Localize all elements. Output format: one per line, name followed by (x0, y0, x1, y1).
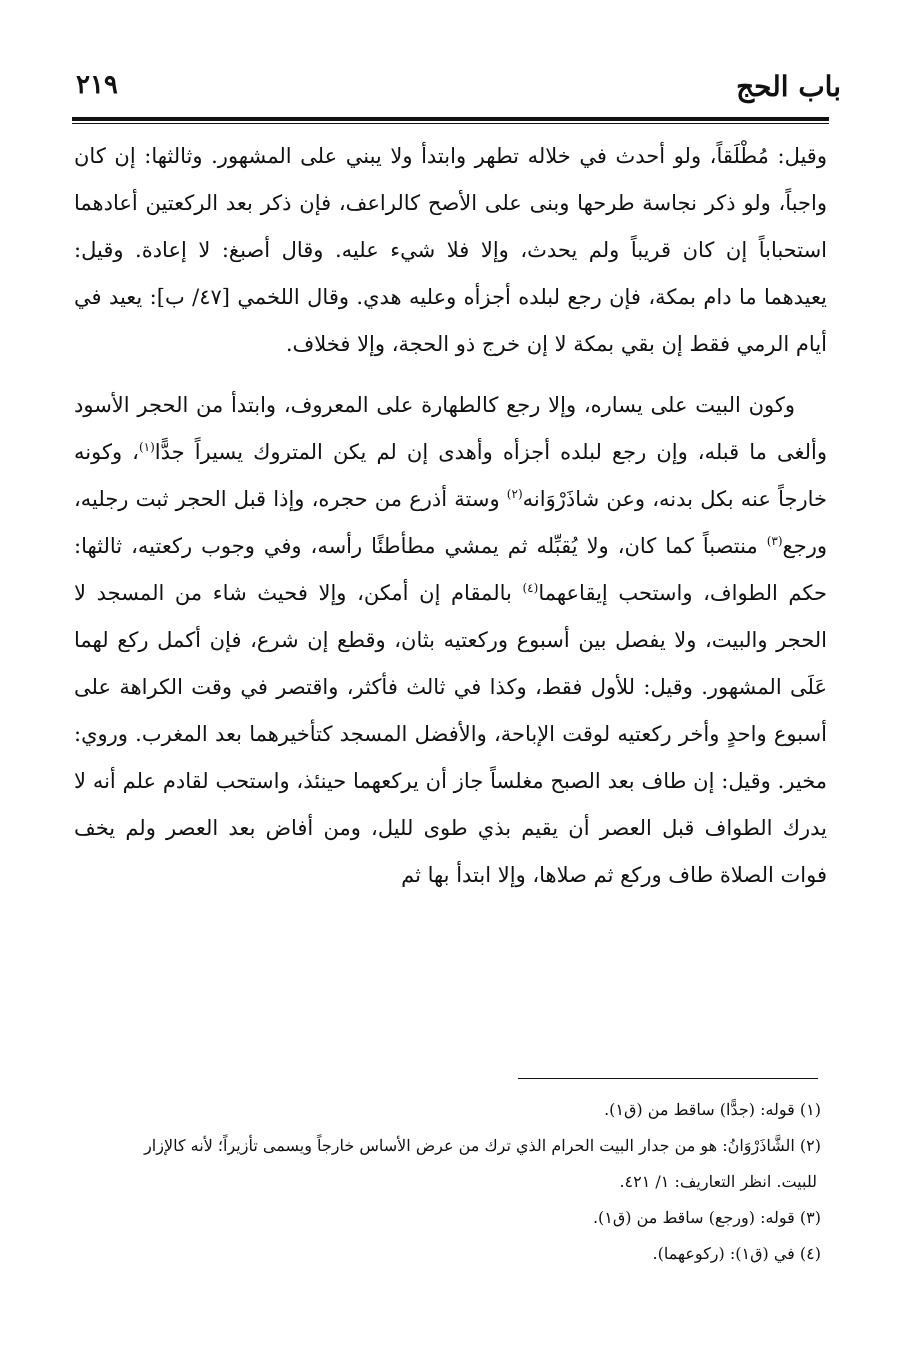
paragraph-2-part-e: بالمقام إن أمكن، وإلا فحيث شاء من المسجد لا الحجر والبيت، ولا يفصل بين أسبوع وركعتيه بثان، وقطع إن شرع، فإن أكمل ركع لهما عَلَى المشهور. وقيل: للأول فقط، وكذا في ثالث فأكثر، واقتصر في وقت الكراهة على أسبوع واحدٍ وأخر ركعتيه لوقت الإباحة، والأفضل المسجد كتأخيرهما بعد المغرب. وروي: مخير. وقيل: إن طاف بعد الصبح مغلساً جاز أن يركعهما حينئذ، واستحب لقادم علم أنه لا يدرك الطواف قبل العصر أن يقيم بذي طوى لليل، ومن أفاض بعد العصر ولم يخف فوات الصلاة طاف وركع ثم صلاها، وإلا ابتدأ بها ثم (74, 581, 827, 887)
running-header (60, 68, 841, 108)
paragraph-2-part-b: ، وكونه خارجاً عنه بكل بدنه، وعن شاذَرْوَانه (74, 440, 827, 511)
footnote-separator (518, 1078, 818, 1079)
footnote-2-continuation: للبيت. انظر التعاريف: ١/ ٤٢١. (619, 1172, 817, 1191)
footnote-marker-3[interactable]: (٣) (766, 534, 783, 548)
footnote-marker-2[interactable]: (٢) (506, 487, 523, 501)
paragraph-2-part-a: وكون البيت على يساره، وإلا رجع كالطهارة على المعروف، وابتدأ من الحجر الأسود وألغى ما قبله، وإن رجع لبلده أجزأه وأهدى إن لم يكن المتروك يسيراً جدًّا (74, 393, 827, 464)
footnote-4: (٤) في (ق١): (ركوعهما). (652, 1244, 821, 1263)
header-rule-thick (72, 117, 829, 121)
footnote-3: (٣) قوله: (ورجع) ساقط من (ق١). (592, 1208, 821, 1227)
page-number: ٢١٩ (76, 70, 118, 100)
footnote-marker-1[interactable]: (١) (138, 440, 155, 454)
paragraph-2-part-d: منتصباً كما كان، ولا يُقبِّله ثم يمشي مطأطئًا رأسه، وفي وجوب ركعتيه، ثالثها: حكم الطواف، واستحب إيقاعهما (74, 534, 827, 605)
footnote-marker-4[interactable]: (٤) (522, 581, 539, 595)
chapter-title: باب الحج (736, 70, 841, 103)
footnotes (74, 1092, 821, 1272)
footnote-2: (٢) الشَّاذَرْوَانُ: هو من جدار البيت الحرام الذي ترك من عرض الأساس خارجاً ويسمى تأزيراً؛ لأنه كالإزار (144, 1136, 821, 1155)
paragraph-2-part-c: وستة أذرع من حجره، وإذا قبل الحجر ثبت رجليه، ورجع (74, 487, 827, 558)
footnote-1: (١) قوله: (جدًّا) ساقط من (ق١). (604, 1100, 821, 1119)
paragraph-1: وقيل: مُطْلَقاً، ولو أحدث في خلاله تطهر وابتدأ ولا يبني على المشهور. وثالثها: إن كان واجباً، ولو ذكر نجاسة طرحها وبنى على الأصح كالراعف، فإن ذكر بعد الركعتين أعادهما استحباباً إن كان قريباً ولم يحدث، وإلا فلا شيء عليه. وقال أصبغ: لا إعادة. وقيل: يعيدهما ما دام بمكة، فإن رجع لبلده أجزأه وعليه هدي. وقال اللخمي [٤٧/ ب]: يعيد في أيام الرمي فقط إن بقي بمكة لا إن خرج ذو الحجة، وإلا فخلاف. (74, 144, 827, 356)
paragraph-2 (74, 382, 827, 899)
main-text (74, 133, 827, 899)
header-rule-thin (72, 123, 829, 124)
